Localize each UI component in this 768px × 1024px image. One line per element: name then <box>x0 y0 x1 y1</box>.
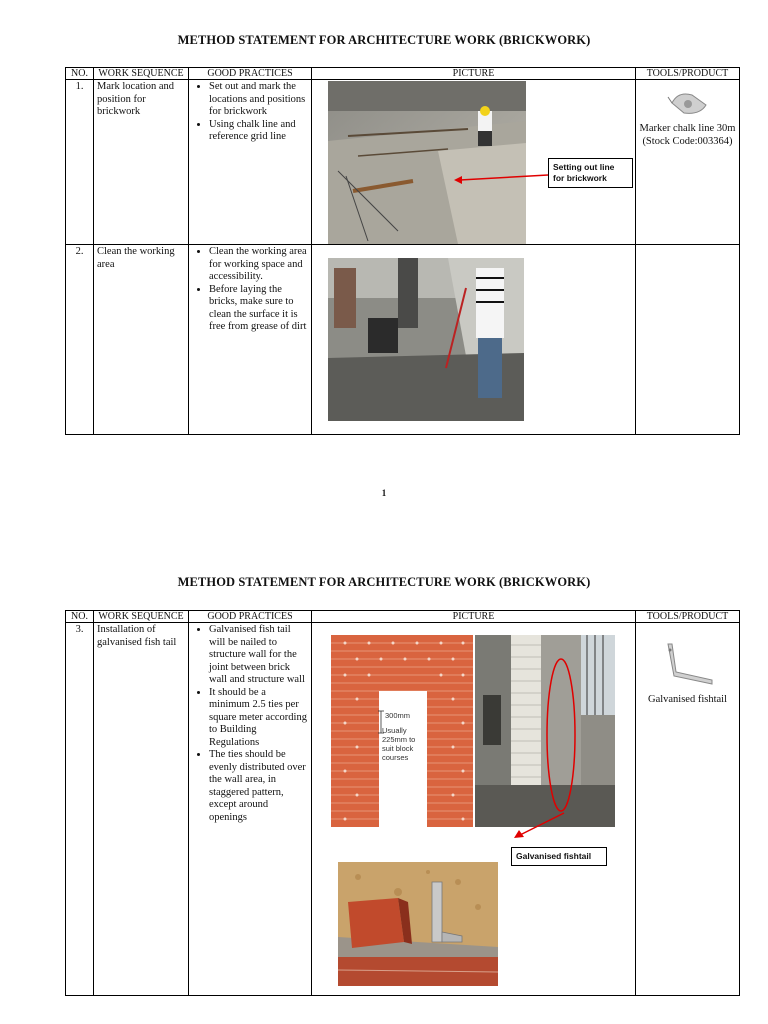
fishtail-icon <box>658 640 718 688</box>
callout-arrow <box>452 170 552 190</box>
chalk-line-icon <box>666 87 710 119</box>
picture-cell <box>312 80 636 245</box>
method-table-1 <box>65 67 740 435</box>
tool-name: Marker chalk line 30m (Stock Code:003364) <box>639 123 736 147</box>
header-no: NO. <box>66 611 94 623</box>
tools-product-cell <box>636 623 740 996</box>
practice-item: • The ties should be evenly distributed over the wall area, in staggered pattern, except around openings <box>209 749 308 824</box>
header-tools-product: TOOLS/PRODUCT <box>636 68 740 80</box>
fishtail-site-photo <box>475 635 615 827</box>
good-practices <box>189 623 312 996</box>
header-work-sequence: WORK SEQUENCE <box>94 611 189 623</box>
tool-name: Galvanised fishtail <box>647 694 728 705</box>
page-title: METHOD STATEMENT FOR ARCHITECTURE WORK (BRICKWORK) <box>177 575 591 589</box>
table-row <box>66 245 740 435</box>
good-practices <box>189 80 312 245</box>
practice-item: • Galvanised fish tail will be nailed to structure wall for the joint between brick wall and structure wall <box>209 624 308 687</box>
practice-item: • Clean the working area for working space and accessibility. <box>209 246 308 284</box>
method-table-2 <box>65 610 740 996</box>
work-sequence: Installation of galvanised fish tail <box>94 623 189 996</box>
row-number: 2. <box>66 245 94 435</box>
header-picture: PICTURE <box>312 68 636 80</box>
fishtail-callout: Galvanised fishtail <box>511 847 607 866</box>
row-number: 1. <box>66 80 94 245</box>
row-number: 3. <box>66 623 94 996</box>
work-sequence: Clean the working area <box>94 245 189 435</box>
site-setting-out-photo <box>328 81 526 244</box>
practice-item: • Before laying the bricks, make sure to clean the surface it is free from grease of dirt <box>209 284 308 334</box>
header-no: NO. <box>66 68 94 80</box>
table-header-row <box>66 68 740 80</box>
tools-product-cell <box>636 245 740 435</box>
diagram-dimension-label: 300mm <box>385 711 411 720</box>
picture-cell <box>312 245 636 435</box>
table-header-row <box>66 611 740 623</box>
picture-cell <box>312 623 636 996</box>
callout-arrow <box>512 811 572 841</box>
table-row <box>66 623 740 996</box>
work-sequence: Mark location and position for brickwork <box>94 80 189 245</box>
practice-item: • Set out and mark the locations and positions for brickwork <box>209 81 308 119</box>
setting-out-callout: Setting out line for brickwork <box>548 158 633 188</box>
cleaning-area-photo <box>328 258 524 421</box>
header-work-sequence: WORK SEQUENCE <box>94 68 189 80</box>
table-row <box>66 80 740 245</box>
good-practices <box>189 245 312 435</box>
tools-product-cell <box>636 80 740 245</box>
header-tools-product: TOOLS/PRODUCT <box>636 611 740 623</box>
header-good-practices: GOOD PRACTICES <box>189 611 312 623</box>
fishtail-installed-photo <box>338 862 498 986</box>
header-picture: PICTURE <box>312 611 636 623</box>
page-title: METHOD STATEMENT FOR ARCHITECTURE WORK (BRICKWORK) <box>177 33 591 47</box>
diagram-note-label: Usually 225mm to suit block courses <box>382 726 416 762</box>
page-number: 1 <box>381 488 387 498</box>
practice-item: • Using chalk line and reference grid line <box>209 119 308 144</box>
practice-item: • It should be a minimum 2.5 ties per square meter according to Building Regulations <box>209 687 308 750</box>
header-good-practices: GOOD PRACTICES <box>189 68 312 80</box>
